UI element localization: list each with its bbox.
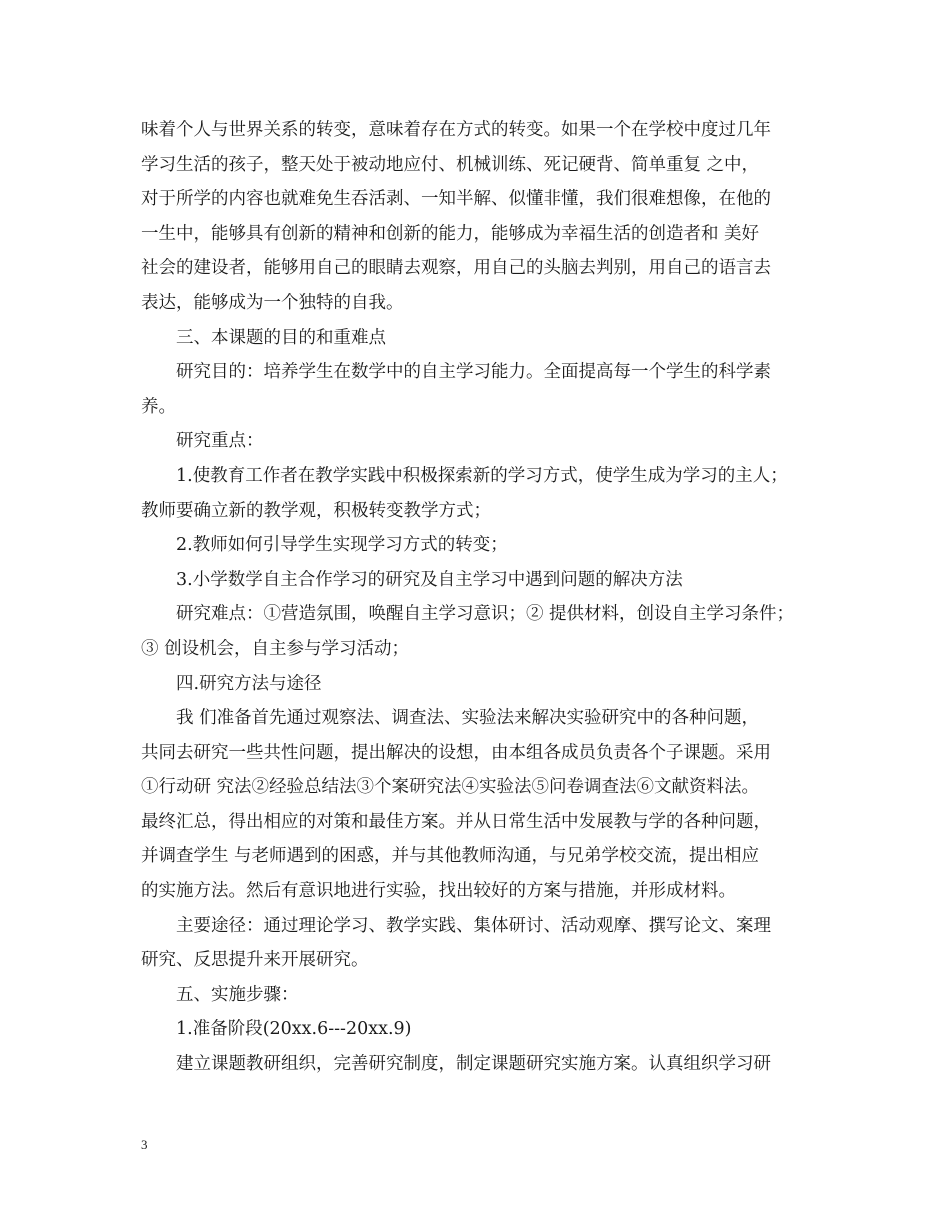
text-line: 建立课题教研组织，完善研究制度，制定课题研究实施方案。认真组织学习研 — [176, 1054, 771, 1075]
text-line: 一生中，能够具有创新的精神和创新的能力，能够成为幸福生活的创造者和 美好 — [141, 223, 760, 244]
text-line: 我 们准备首先通过观察法、调查法、实验法来解决实验研究中的各种问题， — [176, 708, 760, 729]
text-line: 最终汇总，得出相应的对策和最佳方案。并从日常生活中发展教与学的各种问题， — [141, 811, 771, 832]
text-line: 研究、反思提升来开展研究。 — [141, 950, 369, 971]
text-line: 学习生活的孩子，整天处于被动地应付、机械训练、死记硬背、简单重复 之中， — [141, 154, 760, 175]
text-line: 教师要确立新的教学观，积极转变教学方式； — [141, 500, 491, 521]
text-line: 研究难点：①营造氛围，唤醒自主学习意识；② 提供材料，创设自主学习条件； — [176, 604, 795, 625]
text-line: 的实施方法。然后有意识地进行实验，找出较好的方案与措施，并形成材料。 — [141, 881, 736, 902]
text-line: 对于所学的内容也就难免生吞活剥、一知半解、似懂非懂，我们很难想像，在他的 — [141, 189, 771, 210]
text-line: 1.准备阶段(20xx.6---20xx.9) — [176, 1019, 412, 1040]
text-line: 社会的建设者，能够用自己的眼睛去观察，用自己的头脑去判别，用自己的语言去 — [141, 258, 771, 279]
text-line: 四.研究方法与途径 — [176, 673, 322, 694]
text-line: ①行动研 究法②经验总结法③个案研究法④实验法⑤问卷调查法⑥文献资料法。 — [141, 777, 760, 798]
text-line: 养。 — [141, 396, 176, 417]
text-line: 1.使教育工作者在教学实践中积极探索新的学习方式，使学生成为学习的主人； — [176, 465, 788, 486]
text-line: 表达，能够成为一个独特的自我。 — [141, 292, 404, 313]
text-line: 3.小学数学自主合作学习的研究及自主学习中遇到问题的解决方法 — [176, 569, 683, 590]
document-body — [141, 113, 821, 1082]
text-line: 三、本课题的目的和重难点 — [176, 327, 386, 348]
text-line: 并调查学生 与老师遇到的困惑，并与其他教师沟通，与兄弟学校交流，提出相应 — [141, 846, 760, 867]
text-line: 味着个人与世界关系的转变，意味着存在方式的转变。如果一个在学校中度过几年 — [141, 120, 771, 140]
text-line: ③ 创设机会，自主参与学习活动； — [141, 638, 410, 659]
page-number: 3 — [141, 1137, 148, 1152]
text-line: 五、实施步骤： — [176, 984, 299, 1005]
text-line: 主要途径：通过理论学习、教学实践、集体研讨、活动观摩、撰写论文、案理 — [176, 915, 771, 936]
text-line: 2.教师如何引导学生实现学习方式的转变； — [176, 535, 508, 556]
text-line: 研究重点： — [176, 431, 264, 452]
text-line: 共同去研究一些共性问题，提出解决的设想，由本组各成员负责各个子课题。采用 — [141, 742, 771, 763]
text-line: 研究目的：培养学生在数学中的自主学习能力。全面提高每一个学生的科学素 — [176, 362, 771, 383]
